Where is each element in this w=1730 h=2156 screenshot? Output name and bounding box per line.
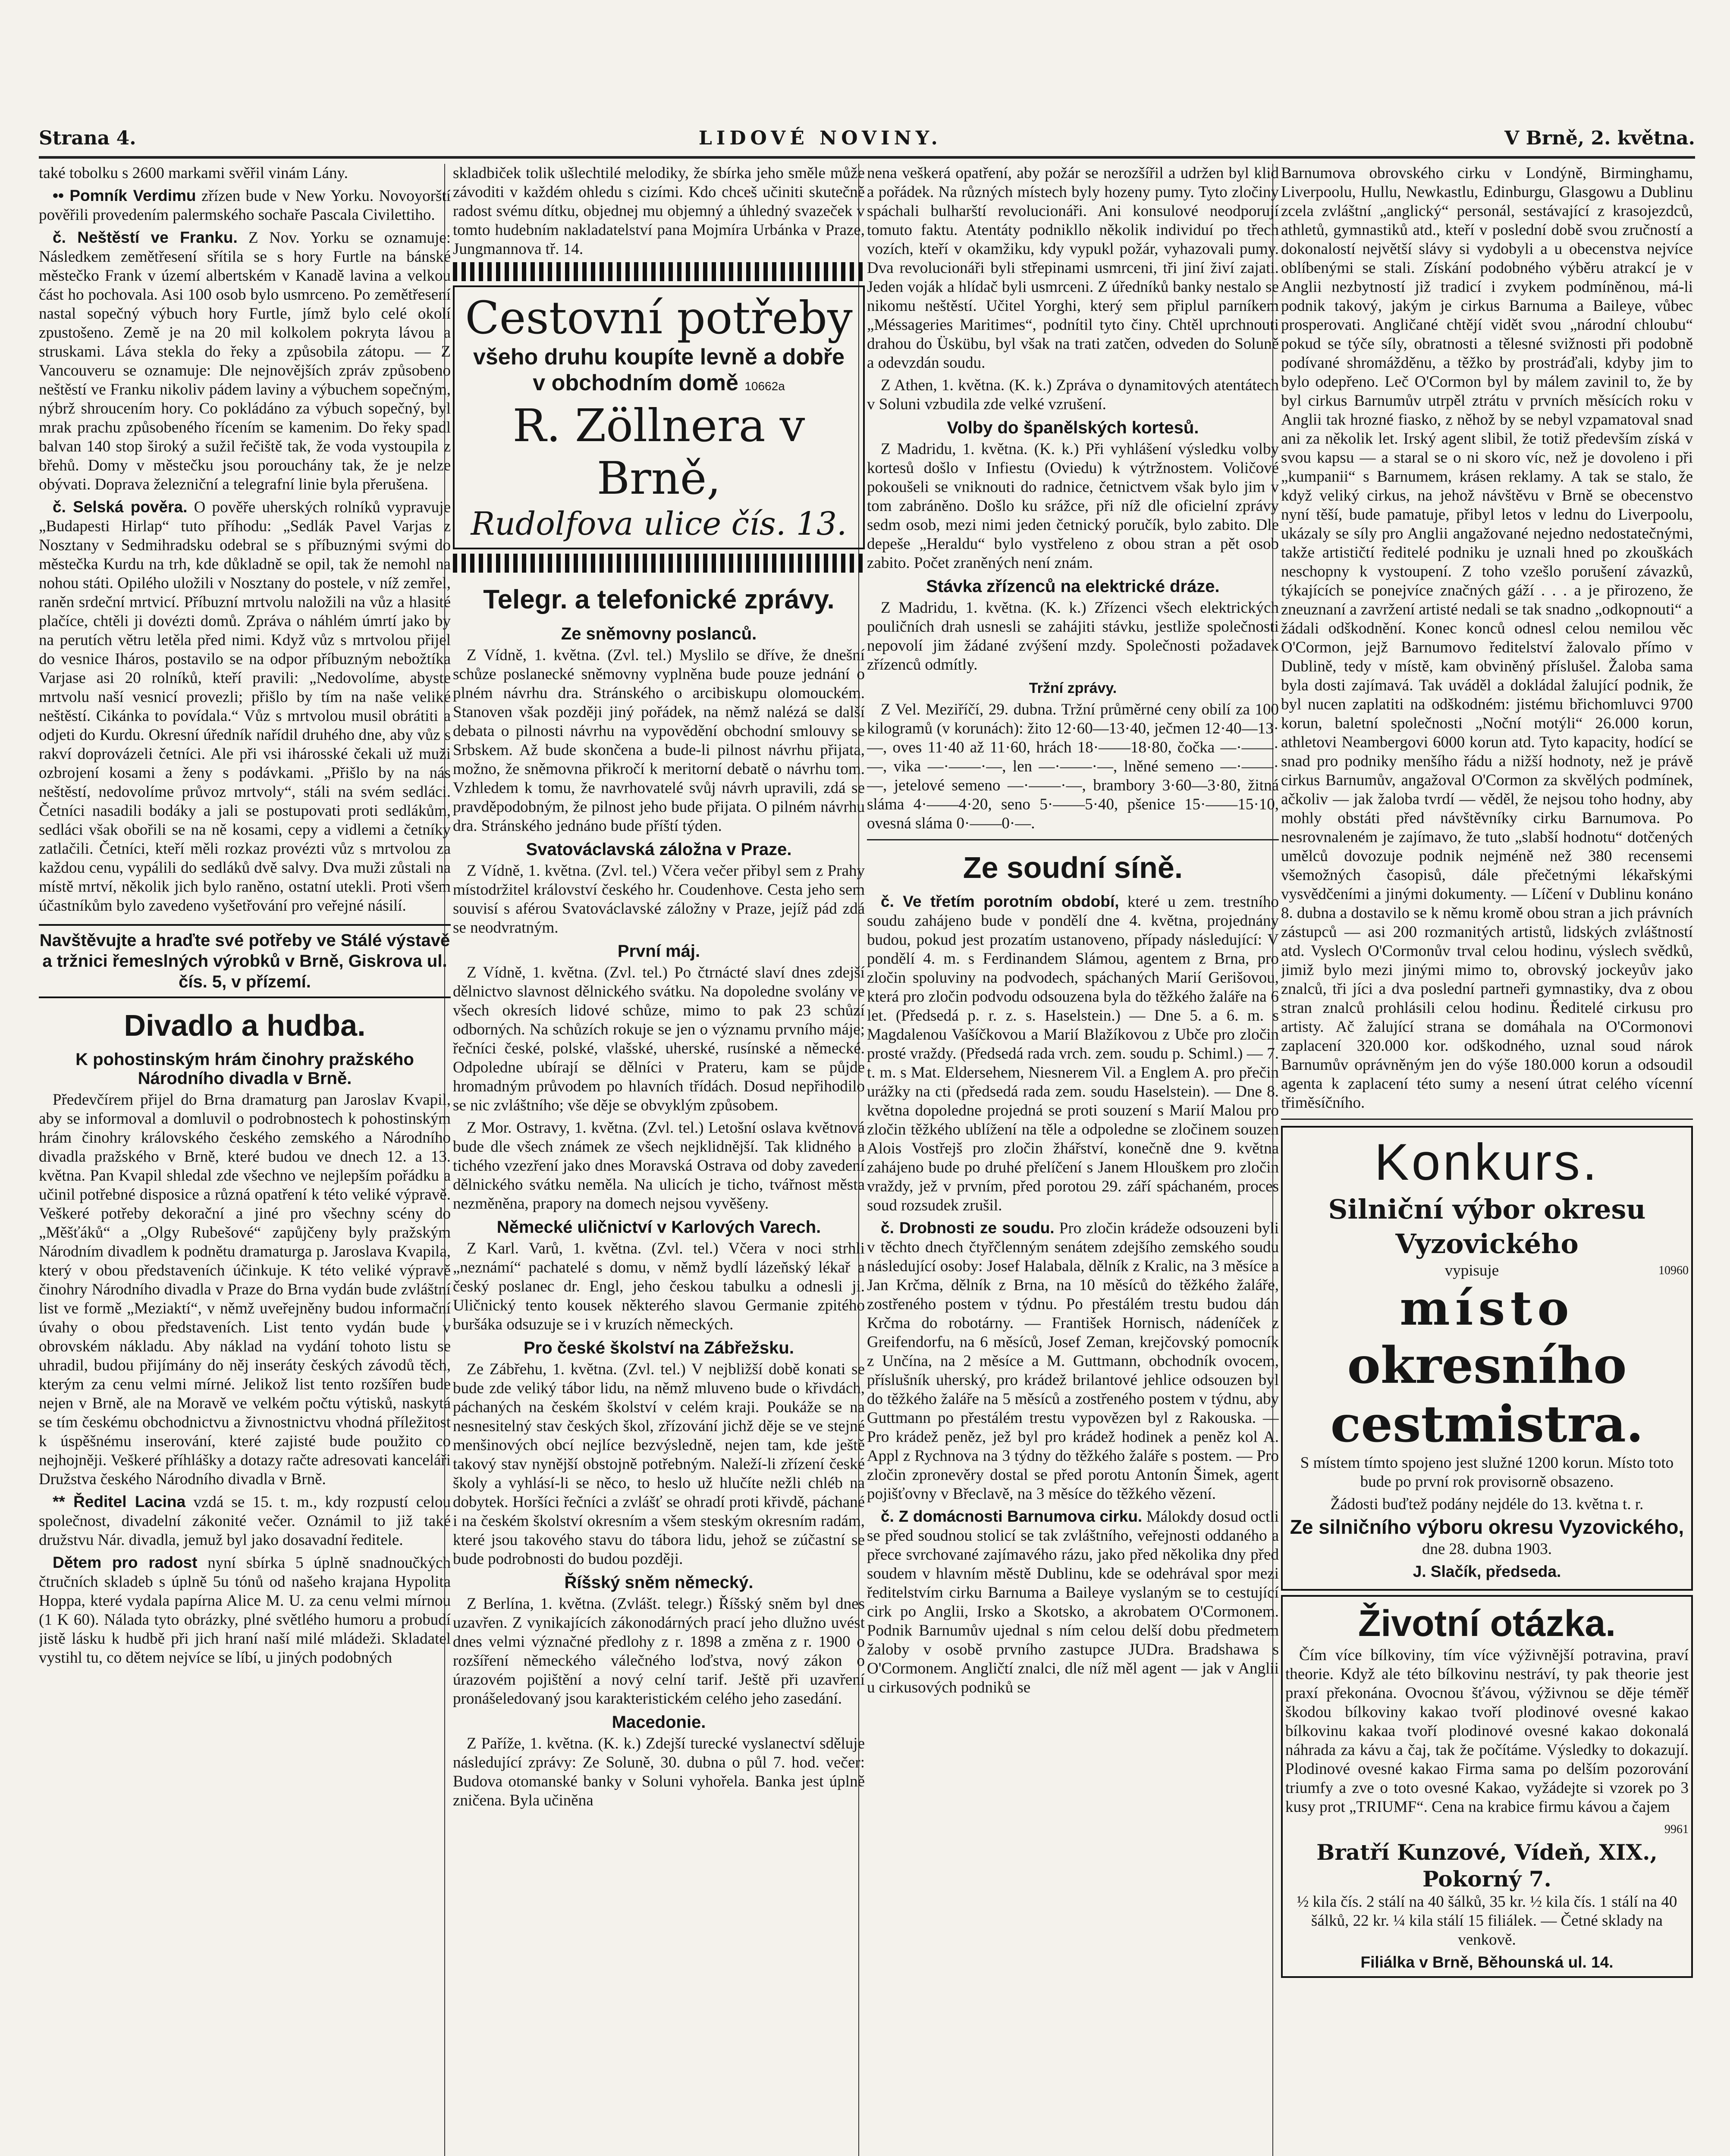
- article-text: Z Vídně, 1. května. (Zvl. tel.) Po čtrnácté slaví dnes zdejší dělnictvo slavnost dělnického svátku. Na dopoledne svolány ve všech okresích lidové schůze, mimo to pak 23 schůzí odborných. Na schůzích rokuje se jen o významu prvního máje; řečníci české, polské, vlašské, uherské, rusínské a německé. Odpoledne ubírají se dělníci v Prateru, kam se půjde hromadným průvodem po hlavních třídách. Dosud nepřihodilo se nic zvláštního; vše děje se obvyklým způsobem.: [453, 964, 865, 1114]
- section-subtitle: Německé uličnictví v Karlových Varech.: [496, 1218, 821, 1237]
- ad-signature: J. Slačík, předseda.: [1413, 1563, 1561, 1580]
- column-3: [867, 164, 1279, 2156]
- ad-headline: Životní otázka.: [1358, 1603, 1616, 1644]
- article-title: ** Ředitel Lacina: [53, 1493, 186, 1510]
- paper-title: LIDOVÉ NOVINY.: [698, 127, 942, 149]
- article-title: č. Neštěstí ve Franku.: [53, 229, 238, 246]
- article-text: zřízen bude v New Yorku. Novoyorští pověřili provedením palermského sochaře Pascala Civilettiho.: [39, 187, 451, 224]
- article-text: Ze Zábřehu, 1. května. (Zvl. tel.) V nejbližší době konati se bude zde veliký tábor lidu, na němž mluveno bude o křivdách, páchaných na českém školství v celém kraji. Poukáže se na nesnesitelný stav českých škol, zřízování jichž děje se ve stejné menšinových obcí nejlíce bezvýsledně, nejen tam, kde ještě takový stav nynější obstojně potřebným. Naleží-li zřízení české školy a vyhlásí-li se něco, to heslo už hlučíte nežli chléb na dobytek. Horšíci řečníci a zvlášť se ohradí proti křivdě, páchané i na českém školství okresním a všem steským okresním radám, které jsou takového stavu do tábora lidu, jehož se zúčastní se bude podrobnosti do budou později.: [453, 1360, 865, 1568]
- column-2: [453, 164, 865, 2156]
- article-text: Z Vídně, 1. května. (Zvl. tel.) Myslilo se dříve, že dnešní schůze poslanecké sněmovny vyplněna bude pouze jednání o plném návrhu dra. Stránského o arcibiskupu olomouckém. Stanoven však později jiný pořádek, na němž nalézá se další debata o pilnosti návrhu na vypovědění obchodní smlouvy se Srbskem. Až bude skončena a bude-li pilnost návrhu přijata, možno, že sněmovna přikročí k meritorní debatě o návrhu tom. Vzhledem k tomu, že navrhovatelé svůj návrh upravili, zdá se pravděpodobným, že pilnost jeho bude přijata. O pilném návrhu dra. Stránského jednáno bude příští týden.: [453, 646, 865, 835]
- ad-line: okresního cestmistra.: [1330, 1336, 1644, 1454]
- article-text: skladbiček tolik ušlechtilé melodiky, že sbírka jeho směle může závoditi v každém ohledu s cizími. Kdo chceš učiniti skutečně radost svému dítku, objednej mu objemný a úhledný svazeček v tomto hudebním nakladatelství pana Mojmíra Urbánka v Praze, Jungmannova tř. 14.: [453, 164, 865, 258]
- ad-code: 9961: [1664, 1823, 1689, 1836]
- section-subtitle: Stávka zřízenců na elektrické dráze.: [926, 577, 1220, 596]
- section-title: Divadlo a hudba.: [124, 1009, 366, 1042]
- article-text: Z Nov. Yorku se oznamuje: Následkem zemětřesení sřítila se s hory Furtle na bánské městečko Frank v území albertském v Kanadě lavina a velkou část ho pochovala. Asi 100 osob bylo usmrceno. Po zemětřesení nastal sopečný výbuch hory Furtle, jímž bylo celé okolí zpustošeno. Země je na 20 mil kolkolem pokryta lávou a struskami. Láva stekla do řeky a způsobila zátopu. — Z Vancouveru se oznamuje: Dle nejnovějších zpráv způsobeno neštěstí ve Franku nikoliv pádem laviny a výbuchem sopečným, nýbrž shroucením hory. Co pokládáno za výbuch sopečný, byl mrak prachu způsobeného řícením se kamenim. Do řeky spadl balvan 140 stop široký a sužil řečiště tak, že voda vystoupila z břehů. Domy v městečku jsou porouchány tak, že je nelze obývati. Doprava železniční a telegrafní linie byla přerušena.: [39, 229, 451, 493]
- article-title: č. Selská pověra.: [53, 498, 188, 516]
- article-title: č. Ve třetím porotním období,: [881, 893, 1119, 910]
- ad-line: v obchodním domě 10662a: [533, 370, 785, 395]
- ad-text: dne 28. dubna 1903.: [1422, 1540, 1552, 1558]
- article-title: č. Drobnosti ze soudu.: [881, 1219, 1055, 1237]
- masthead-rule: [39, 156, 1695, 159]
- ad-code: 10662a: [744, 379, 785, 393]
- ad-text: ½ kila čís. 2 stálí na 40 šálků, 35 kr. ½ kila čís. 1 stálí na 40 šálků, 22 kr. ¼ kila stálí 15 filiálek. — Četné sklady na venkově.: [1297, 1893, 1677, 1949]
- ad-line: všeho druhu koupíte levně a dobře: [473, 345, 845, 370]
- article-text: Barnumova obrovského cirku v Londýně, Birminghamu, Liverpoolu, Hullu, Newkastlu, Edinburgu, Glasgowu a Dublinu zcela zvláštní „anglický“ personál, sestávající z krasojezdců, athletů, gymnastiků atd., kteří v poslední době svou zručností a dokonalostí největší slávy si vydobyli a u obecenstva nejvíce oblíbenými se stali. Získání podobného výběru atrakcí je v Anglii nezbytností již tradicí i zvykem podmíněnou, má-li podnik takový, jakým je cirkus Barnuma a Baileye, vůbec prosperovati. Angličané chtějí vidět svou „národní chloubu“ pokud se týče síly, obratnosti a tělesné svižnosti při podobně podívané shromážděnu, a těžko by prostráďali, kdyby jim to bylo odepřeno. Leč O'Cormon byl by málem zavinil to, že by byl cirkus Barnumův utrpěl ztrátu v prvních měsících roku v Anglii tak hrozné fiasko, z něhož by se nebyl vzpamatoval snad ani za několik let. Irský agent slibil, že totiž především získá v svou kapsu — a staral se o ni skoro víc, než je dovoleno i při „kumpanii“ s Barnumem, krásen reklamy. A tak se stalo, že když veliký cirkus, na jehož návštěvu v Brně se obecenstvo nyní těší, bude pamatuje, přibyl letos v lednu do Liverpoolu, ukázaly se síly pro Anglii angažované nejedno nedostatečnými, takže artističtí ředitelé podniku je uznali hned po zkouškách neschopny k vystoupení. Z toho vzešlo porušení závazků, týkajících se ponejvíce značných gáží . . . a je přirozeno, že zneuznaní a zavržení artisté nedali se tak snadno „odkopnouti“ a žádali odškodnění. Konec konců odnesl celou nemilou věc O'Cormon, jejž Barnumovo ředitelství žalovalo přímo v Dublině, tedy v místě, kam obviněný příslušel. Žaloba sama byla dosti zajímavá. Tak uváděl a dokládal žalující podnik, že byl nucen zaplatiti na odškodném: jistému břichomluvci 9700 korun, baletní společnosti „Noční motýli“ 26.000 korun, athletovi Neambergovi 6000 korun atd. Tyto kapacity, hodící se snad pro podniky menšího řádu a nižší hodnoty, než je právě cirkus Barnumův, angažoval O'Cormon za skvělých podmínek, ačkoliv — jak žaloba tvrdí — věděl, že nejsou toho hodny, aby mohly obstáti před návštěvníky cirku Barnumova. Po nesrovnaleném je zajímavo, že tuto „slabší hodnotu“ dotčených umělců dovozuje podnik nejméně než 380 recensemi všemožných časopisů, dále přečetnými lékařskými vysvědčeními a jinými dokumenty. — Líčení v Dublinu konáno 8. dubna a dostavilo se k němu kromě obou stran a jich právních zástupců — asi 200 rozmanitých artistů, lidských zvláštností atd. Vyslech O'Cormonův trval celou hodinu, výslech svědků, jimiž bylo mezi jinými mimo to, obrovský jockeyův jako znalců, tři jíci a dva poslední partneři gymnastiky, dva z obou stran znalců prohlásili celou hodinu. Ředitelé cirkusu pro artisty. Ač žalující strana se domáhala na O'Cormonovi zaplacení 320.000 kor. odškodného, uznal soud nárok Barnumův oprávněným jen do výše 180.000 korun a odsoudil agenta k zaplacení této sumy a nesení útrat celého vícenní třiměsíčního.: [1281, 164, 1693, 1112]
- article-text: Z Madridu, 1. května. (K. k.) Při vyhlášení výsledku volby kortesů došlo v Infiestu (Oviedu) k výtržnostem. Voličové pokoušeli se vniknouti do radnice, četnictvem však bylo jim v tom zabráněno. Došlo ku srážce, při níž dle oficielní zprávy sedm osob, mezi nimi jeden četnický poručík, bylo zabito. Dle depeše „Heraldu“ bylo vystřeleno z obou stran a pět osob zabito. Počet zraněných není znám.: [867, 440, 1279, 572]
- notice-box: Navštěvujte a hraďte své potřeby ve Stálé výstavě a tržnici řemeslných výrobků v Brně, Giskrova ul. čís. 5, v přízemí.: [39, 924, 451, 998]
- ad-line: vypisuje 10960: [1444, 1262, 1689, 1279]
- ad-code: 10960: [1658, 1264, 1689, 1277]
- section-title: Telegr. a telefonické zprávy.: [483, 585, 835, 614]
- section-subtitle: Svatováclavská záložna v Praze.: [526, 840, 792, 859]
- article-text: Z Vel. Meziříčí, 29. dubna. Tržní průměrné ceny obilí za 100 kilogramů (v korunách): žito 12·60—13·40, ječmen 12·40—13·—, oves 11·40 až 11·60, hrách 18·——18·80, čočka —·——·—, vika —·——·—, len —·——·—, lněné semeno —·——·—, jetelové semeno —·——·—, brambory 3·60—3·80, žitná sláma 4·——4·20, seno 5·——5·40, pšenice 15·——15·10, ovesná sláma 0·——0·—.: [867, 701, 1279, 832]
- article-title: •• Pomník Verdimu: [53, 187, 196, 204]
- article-text: Pro zločin krádeže odsouzeni byli v těchto dnech čtyřčlenným senátem zdejšího zemského soudu následující osoby: Josef Halabala, dělník z Kralic, na 3 měsíce a Jan Krčma, dělník z Brna, na 10 měsíců do těžkého žaláře, zostřeného postem v týdnu. Po přestálém trestu budou dán Krčma do robotárny. — František Hornisch, nádeníček z Greifendorfu, na 6 měsíců, Josef Zeman, krejčovský pomocník z Unčína, na 2 měsíce a M. Guttmann, obchodník ovocem, příslušník uherský, pro krádež brilantové jehlice odsouzen byl do těžkého žaláře na 5 měsíců a zostřeného postem v týdnu, aby Guttmann po přestálém trestu vypovězen byl z Rakouska. — Pro krádež peněz, jež byl pro krádež hodinek a peněz kol A. Appl z Rychnova na 3 týdny do těžkého žaláře s postem. — Pro zločin zpronevěry dostal se před porotu Antonín Šimek, agent pojišťovny v Břeclavě, na 3 měsíce do těžkého vězení.: [867, 1219, 1279, 1503]
- advertisement-konkurs: [1281, 1126, 1693, 1591]
- article: [867, 1219, 1279, 1504]
- ad-line: místo: [1400, 1280, 1574, 1336]
- article-text: Z Paříže, 1. května. (K. k.) Zdejší turecké vyslanectví sděluje následující zprávy: Ze Soluně, 30. dubna o půl 7. hod. večer: Budova otomanské banky v Soluni vyhořela. Banka jest úplně zničena. Byla učiněna: [453, 1735, 865, 1809]
- section-subtitle: Pro české školství na Zábřežsku.: [524, 1338, 794, 1357]
- ad-address: Filiálka v Brně, Běhounská ul. 14.: [1360, 1953, 1614, 1971]
- ad-headline: Konkurs.: [1374, 1133, 1600, 1191]
- advertisement-zollner: [453, 285, 865, 549]
- section-subtitle: Říšský sněm německý.: [564, 1573, 754, 1592]
- article-title: č. Z domácnosti Barnumova cirku.: [881, 1507, 1143, 1525]
- article-text: nyní sbírka 5 úplně snadnoučkých čtručních skladeb s úplně 5u tónů od našeho krajana Hypolita Hoppa, které vydala papírna Alice M. U. za cenu velmi mírnou (1 K 60). Nálada tyto obrázky, plné světlého humoru a probudí jistě lásku k hudbě při jich hraní naší milé mládeži. Skladatel vystihl tu, co dětem nejvíce se líbí, u jiných podobných: [39, 1554, 451, 1667]
- article-text: které u zem. trestního soudu zahájeno bude v pondělí dne 4. května, projednány budou, pokud jest prozatím ustanoveno, případy následující: V pondělí 4. m. s Ferdinandem Slámou, agentem z Brna, pro zločin spoluviny na podvodech, spáchaných Marií Gerišovou, která pro zločin podvodu odsouzena byla do těžkého žaláře na 6 let. (Předsedá p. r. z. s. Haselstein.) — Dne 5. a 6. m. s Magdalenou Vašíčkovou a Marií Blažíkovou z Ubče pro zločin prosté vraždy. (Předsedá rada vrch. zem. soudu p. Schiml.) — 7. t. m. s Mat. Eldersehem, Niesnerem Vil. a Englem A. pro přečin urážky na cti (předsedá rada zem. soudu Haselstein). — Dne 8. května dopoledne projedná se proti souzení s Marií Malou pro zločin těžkého ublížení na těle a odpoledne se zločinem souzen Alois Vostřejš pro zločin žhářství, konečně dne 9. května zahájeno bude po druhé přelíčení s Janem Hlouškem pro zločin vraždy, jež v prvním, před porotou 29. září spáchaném, proces soud rozsudek zrušil.: [867, 893, 1279, 1214]
- ad-headline: Cestovní potřeby: [465, 291, 853, 344]
- article-text: vzdá se 15. t. m., kdy rozpustí celou společnost, divadelní zákonité večer. Oznámil to již také družstvu Nár. divadla, jemuž byl jako dosavadní ředitele.: [39, 1493, 451, 1549]
- column-4: [1281, 164, 1693, 2156]
- ad-line: Silniční výbor okresu Vyzovického: [1328, 1194, 1646, 1260]
- article-text: O pověře uherských rolníků vypravuje „Budapesti Hirlap“ tuto příhodu: „Sedlák Pavel Varjas z Nosztany v Sedmihradsku odebral se s příbuznými svými do městečka Kurdu na trh, kde důkladně se opil, tak že nemohl na nohou státi. Opilého uložili v Nosztany do postele, v níž zemřel, raněn srdeční mrtvicí. Příbuzní mrtvolu naložili na vůz a hlasité plačíce, chtěli ji dovézti domů. Zpráva o náhlém úmrtí jako by na perutích větru letěla před nimi. Když vůz s mrtvolou přijel do vesnice Iháros, postavilo se na odpor příbuzným nebožtíka Varjase asi 20 rolníků, kteří pravili: „Nedovolíme, abyste mrtvolu naší vesnicí provezli; přišlo by tím na naše veliké neštěstí. Cikánka to povídala.“ Vůz s mrtvolou musil obrátiti a odjeti do Kurdu. Okresní úředník nařídil druhého dne, aby vůz s rakví doprovázeli četníci. Ale při vsi ihárosské čekali už muži ozbrojení kosami a ženy s podávkami. „Přišlo by na nás neštěstí, nedovolíme průvoz mrtvoly“, stáli na svém sedláci. Četníci nasadili bodáky a jali se postupovati proti sedlákům, sedláci však obořili se na ně kosami, cepy a vidlemi a četníky zatlačili. Četníci, kteří měli rozkaz provézti vůz s mrtvolou za každou cenu, vypálili do sedláků dvě salvy. Dva muži zůstali na místě mrtví, několik jich bylo raněno, ostatní utekli. Proti všem účastníkům bylo zavedeno vyšetřování pro veřejné násilí.: [39, 498, 451, 915]
- ornament-border: [453, 554, 865, 573]
- article-text: Z Karl. Varů, 1. května. (Zvl. tel.) Včera v noci strhli „neznámí“ pachatelé s domu, v němž bydlí lázeňský lékař a český poslanec dr. Engl, jeho českou tabulku a odnesli ji. Uličnický tento kousek některého slavou Germanie zpitého buršáka odsuzuje se i v kruzích německých.: [453, 1240, 865, 1333]
- section-subtitle: Tržní zprávy.: [1029, 680, 1117, 696]
- ad-text: Čím více bílkoviny, tím více výživnější potravina, praví theorie. Když ale této bílkovinu nestráví, ty pak theorie jest praxí překonána. Ovocnou šťávou, výživnou se děje téměř škodou bílkoviny kakao tvoří plodinové ovesné kakao bílkovinu kakaa tvoří plodinové ovesné kakao dokonalá náhrada za kávu a čaj, tak že počítáme. Výsledky to dokazují. Plodinové ovesné kakao Firma sama po delším pozorování triumfy a zve o toto ovesné Kakao, vyžádejte si vzorek po 3 kusy prot „TRIUMF“. Cena na krabice firmu kávou a čajem: [1285, 1646, 1689, 1816]
- ornament-border: [453, 262, 865, 281]
- article: [39, 228, 451, 494]
- divider: [867, 839, 1279, 840]
- place-date: V Brně, 2. května.: [1504, 127, 1695, 149]
- article-text: Z Vídně, 1. května. (Zvl. tel.) Včera večer přibyl sem z Prahy místodržitel království českého hr. Coudenhove. Cesta jeho sem souvisí s aférou Svatováclavské záložny v Praze, jejíž pád zdá se neodvratným.: [453, 862, 865, 937]
- ad-company: R. Zöllnera v Brně,: [512, 399, 805, 505]
- section-subtitle: První máj.: [617, 942, 700, 961]
- article: [39, 498, 451, 915]
- masthead: [39, 121, 1695, 155]
- article-text: Z Madridu, 1. května. (K. k.) Zřízenci všech elektrických pouličních drah usnesli se zahájiti stávku, jestliže společnosti nepovolí jim žádané zvýšení mzdy. Společnosti požadavek zřízenců odmítly.: [867, 599, 1279, 674]
- article-text: Z Berlína, 1. května. (Zvlášt. telegr.) Říšský sněm byl dnes uzavřen. Z vynikajících zákonodárných prací jeho dlužno uvést dnes velmi význačné předlohy z r. 1898 a změna z r. 1900 o rozšíření německého válečného loďstva, nový zákon o úrazovém pojištění a nový celní tarif. Ještě při uzavření pronášeledovaný jsou karakteristickém celého jeho zasedání.: [453, 1595, 865, 1708]
- ad-signature: Ze silničního výboru okresu Vyzovického,: [1290, 1516, 1684, 1538]
- article-text: Z Mor. Ostravy, 1. května. (Zvl. tel.) Letošní oslava květnová bude dle všech známek ze všech nejklidnější. Tak klidného a tichého vzezření jako dnes Moravská Ostrava od doby zavedení dělnického svátku neměla. Na ulicích je ticho, tvářnost města nezměněna, prapory na domech nejsou vyvěšeny.: [453, 1119, 865, 1213]
- ad-address: Rudolfova ulice čís. 13.: [471, 505, 847, 542]
- ad-text: Žádosti buďtež podány nejdéle do 13. května t. r.: [1330, 1495, 1644, 1513]
- section-subtitle: Volby do španělských kortesů.: [947, 418, 1199, 437]
- column-1: [39, 164, 451, 2156]
- divider: [1281, 1119, 1693, 1120]
- article: [39, 186, 451, 225]
- article: [867, 892, 1279, 1215]
- advertisement-zivotni-otazka: [1281, 1595, 1693, 1978]
- ad-text: S místem tímto spojeno jest služné 1200 korun. Místo toto bude po první rok provisorně obsazeno.: [1300, 1454, 1674, 1491]
- article-text: Málokdy dosud octli se před soudnou stolicí se tak zvláštního, veřejnosti oddaného a přece svrchované zajímavého rázu, jako před několika dny před soudem v hlavním městě Dublinu, kde se odehrával spor mezi ředitelstvím cirku Barnuma a Baileye vyslaným se to cestující cirk po Anglii, Irsko a Skotsko, a akrobatem O'Cormonem. Podnik Barnumův ujednal s ním celou delší dobu předmetem žaloby v osobě prvního zastupce JUDra. Bradshawa s O'Cormonem. Angličtí znalci, dle níž měl agent — jak v Anglii u cirkusových podniků se: [867, 1508, 1279, 1696]
- article: [39, 1492, 451, 1550]
- section-subtitle: K pohostinským hrám činohry pražského Národního divadla v Brně.: [75, 1050, 414, 1088]
- ad-company: Bratří Kunzové, Vídeň, XIX., Pokorný 7.: [1316, 1839, 1658, 1892]
- article-text: Předevčírem přijel do Brna dramaturg pan Jaroslav Kvapil, aby se informoval a domluvil o podrobnostech k pohostinským hrám činohry královského českého zemského a Národního divadla pražského v Brně, které budou ve dnech 12. a 13. května. Pan Kvapil shledal zde všechno ve nejlepším pořádku a učinil potřebné disposice a různá opatření k této veliké výpravě. Veškeré potřeby dekorační a jiné pro všechny scény do „Měšťáků“ a „Olgy Rubešové“ zapůjčeny byly pražským Národním divadlem k podnětu dramaturga p. Jaroslava Kvapila, který v obou představeních účinkuje. K této veliké výpravě činohry Národního divadla v Praze do Brna vydán bude zvláštní list ve formě „Meziaktí“, v němž uveřejněny budou informační úvahy o obou představeních. List tento vydán bude v obrovském nákladu. Aby náklad na vydání tohoto listu se uhradil, budou přijímány do něj inseráty českých závodů těch, kterým za cenu velmi mírné. Jelikož list tento rozšířen bude nejen v Brně, ale na Moravě ve velkém počtu výtisků, naskytá se tím českému obchodnictvu a živnostnictvu vhodná příležitost k úspěšnému inserování, které zajisté bude použito co nejhojněji. Veškeré příhlášky a dotazy račte adresovati kanceláři Družstva českého Národního divadla v Brně.: [39, 1091, 451, 1488]
- section-subtitle: Macedonie.: [612, 1713, 706, 1732]
- article: [867, 1507, 1279, 1697]
- article: [39, 1553, 451, 1667]
- section-subtitle: Ze sněmovny poslanců.: [561, 624, 757, 643]
- article-text: nena veškerá opatření, aby požár se nerozšířil a udržen byl klid a pořádek. Na různých místech byly hozeny pumy. Tyto zločiny spáchali bulharští revolucionáři. Ani konsulové neodporují tomuto faktu. Atentáty podnikllo několik individuí po třech vozích, kteří v okamžiku, kdy vypukl požár, vyhazovali pumy. Dva revolucionáři byli střepinami usmrceni, tři jiní živí zajati. Jeden voják a hlídač byli usmrceni. Z úředníků banky nestalo se nikomu neštěstí. Učitel Yorghi, který sem připlul parníkem „Méssageries Maritimes“, podnítil tyto činy. Chtěl uprchnouti drahou do Üskübu, byl však na trati zatčen, odveden do Soluně a odevzdán soudu.: [867, 164, 1279, 372]
- page-label: Strana 4.: [39, 127, 136, 149]
- article-text: Z Athen, 1. května. (K. k.) Zpráva o dynamitových atentátech v Soluni vzbudila zde velké vzrušení.: [867, 376, 1279, 413]
- section-title: Ze soudní síně.: [963, 851, 1183, 884]
- article-title: Dětem pro radost: [53, 1554, 198, 1571]
- article-text: také tobolku s 2600 markami svěřil vinám Lány.: [39, 164, 348, 182]
